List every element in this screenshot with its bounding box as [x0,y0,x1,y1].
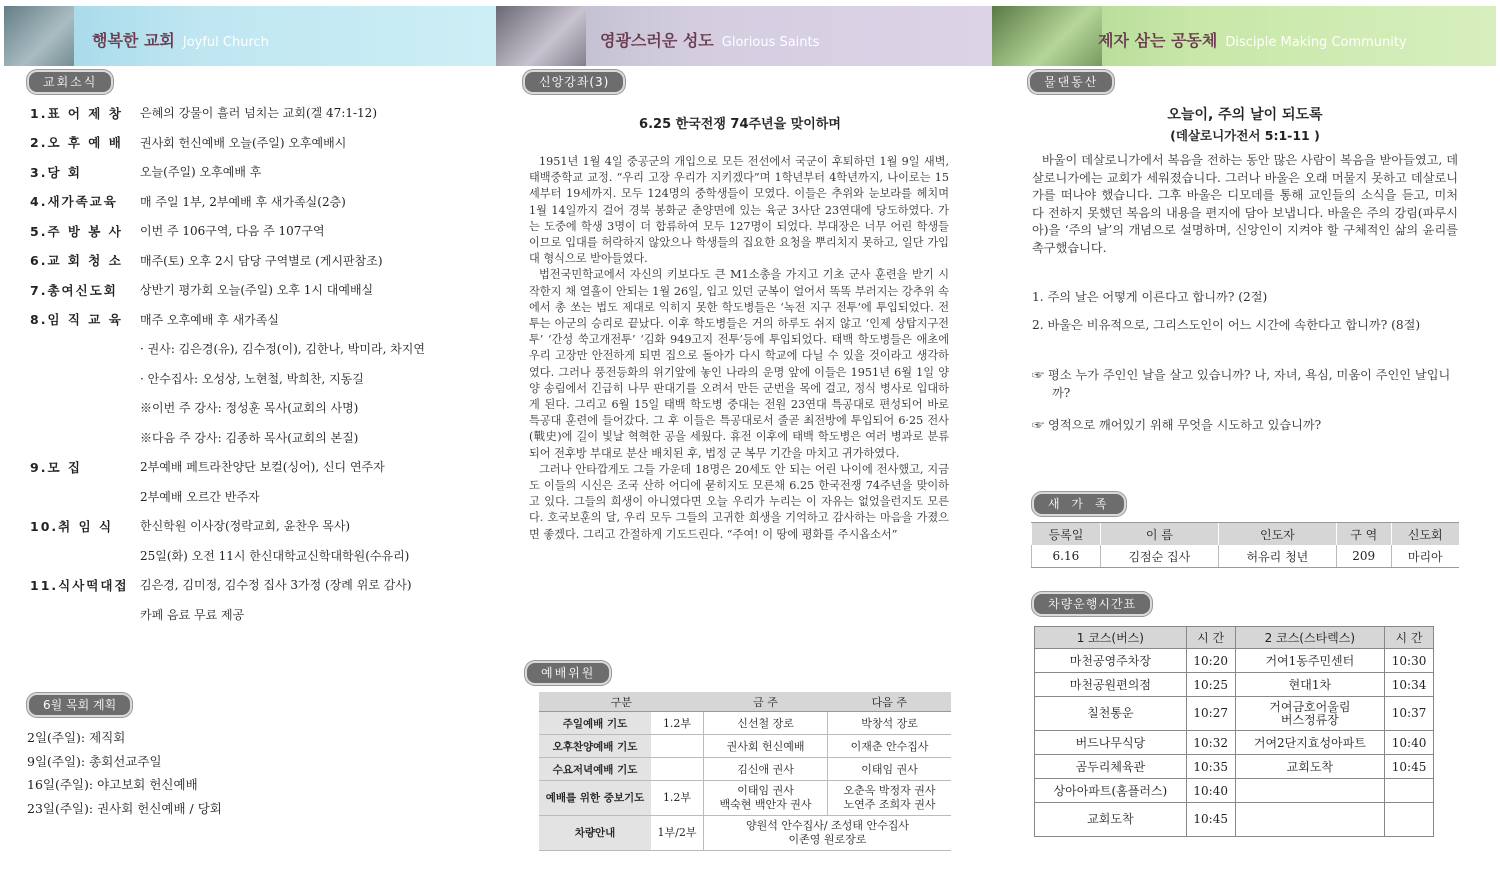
section-cell: 예배를 위한 중보기도 [539,781,651,816]
table-row [1035,731,1434,755]
table-cell: 10:34 [1385,673,1434,697]
table-cell: 거여2단지효성아파트 [1235,731,1384,755]
next-week-cell: 박창석 장로 [828,712,951,735]
table-cell: 10:30 [1385,649,1434,673]
this-week-cell: 양원석 안수집사/ 조성태 안수집사 이존영 원로장로 [704,816,952,851]
table-cell: 상아아파트(홈플러스) [1035,779,1187,803]
banner-subtitle: Disciple Making Community [1225,35,1407,50]
plan-item: 23일(주일): 권사회 헌신예배 / 당회 [27,800,222,816]
news-label: 9.모 집 [30,459,82,475]
part-cell [651,758,704,781]
table-row [1035,779,1434,803]
section-cell: 오후찬양예배 기도 [539,735,651,758]
table-cell: 현대1차 [1235,673,1384,697]
bus-schedule-table [1034,626,1434,837]
table-header: 신도회 [1391,523,1459,546]
news-label: 10.취 임 식 [30,518,114,534]
table-cell: 거여금호어울림 버스정류장 [1235,697,1384,731]
banner-photo [496,6,586,66]
news-text: 매 주일 1부, 2부예배 후 새가족실(2층) [140,194,346,209]
news-text: 이번 주 106구역, 다음 주 107구역 [140,224,325,239]
church-news-list [30,98,470,629]
table-cell: 마천공영주차장 [1035,649,1187,673]
banner-photo [992,6,1102,66]
table-row [539,816,951,851]
devotion-title: 오늘이, 주의 날이 되도록 [1167,107,1323,123]
june-plan-pill: 6월 목회 계획 [27,693,132,717]
table-cell: 209 [1336,545,1391,568]
table-cell: 교회도착 [1235,755,1384,779]
news-item [30,334,470,364]
table-row [539,758,951,781]
table-header: 이 름 [1100,523,1218,546]
news-text: · 권사: 김은경(유), 김수정(이), 김한나, 박미라, 차지연 [140,342,425,357]
news-item [30,570,470,600]
plan-item: 2일(주일): 제직회 [27,730,126,745]
table-cell: 버드나무식당 [1035,731,1187,755]
this-week-cell: 신선철 장로 [704,712,828,735]
table-row [1035,697,1434,731]
table-cell: 10:20 [1186,649,1235,673]
banner-title: 영광스러운 성도 Glorious Saints [600,31,820,50]
section-cell: 차량안내 [539,816,651,851]
news-text: 매주(토) 오후 2시 담당 구역별로 (게시판참조) [140,253,383,268]
table-cell: 곰두리체육관 [1035,755,1187,779]
news-text: ※이번 주 강사: 정성훈 목사(교회의 사명) [140,401,359,416]
news-text: 25일(화) 오전 11시 한신대학교신학대학원(수유리) [140,548,410,563]
news-item [30,187,470,217]
news-item [30,98,470,128]
reflection-2: ☞ 영적으로 깨어있기 위해 무엇을 시도하고 있습니까? [1032,418,1322,432]
news-item [30,128,470,158]
table-cell: 교회도착 [1035,803,1187,837]
table-cell: 10:32 [1186,731,1235,755]
table-cell [1235,779,1384,803]
table-cell [1235,803,1384,837]
table-row [1035,649,1434,673]
table-header: 등록일 [1032,523,1101,546]
banner-subtitle: Glorious Saints [721,35,820,50]
next-week-cell: 이태임 권사 [828,758,951,781]
table-row [1035,803,1434,837]
news-label: 3.당 회 [30,164,82,180]
table-cell: 10:27 [1186,697,1235,731]
table-cell: 6.16 [1032,545,1101,568]
plan-item: 9일(주일): 총회선교주일 [27,753,162,769]
table-cell: 마천공원편의점 [1035,673,1187,697]
table-header: 구분 [539,692,704,712]
table-header: 1 코스(버스) [1035,627,1187,649]
table-row [1035,755,1434,779]
news-label: 5.주 방 봉 사 [30,223,123,239]
banner-photo [4,6,74,66]
table-row [539,735,951,758]
table-header: 시 간 [1186,627,1235,649]
table-header: 금 주 [704,692,828,712]
news-text: 2부예배 페트라찬양단 보컬(싱어), 신디 연주자 [140,460,385,475]
news-item [30,246,470,276]
bus-schedule-pill: 차량운행시간표 [1032,592,1152,616]
table-cell: 10:25 [1186,673,1235,697]
news-label: 2.오 후 예 배 [30,135,123,151]
news-item [30,511,470,541]
news-text: 은혜의 강물이 흘러 넘치는 교회(겔 47:1-12) [140,106,377,121]
table-header: 다음 주 [828,692,951,712]
table-cell: 칠천통운 [1035,697,1187,731]
table-row [539,712,951,735]
next-week-cell: 오춘옥 박정자 권사 노연주 조희자 권사 [828,781,951,816]
table-header: 2 코스(스타렉스) [1235,627,1384,649]
table-cell: 마리아 [1391,545,1459,568]
news-text: 김은경, 김미정, 김수정 집사 3가정 (장례 위로 감사) [140,578,412,593]
news-label: 8.임 직 교 육 [30,312,123,328]
news-text: · 안수집사: 오성상, 노현철, 박희찬, 지동길 [140,371,364,386]
banner-disciple-community [992,6,1496,66]
devotion-body [1032,152,1458,257]
news-text: 2부예배 오르간 반주자 [140,489,260,504]
lecture-body [529,154,949,543]
news-item [30,423,470,453]
devotion-reference: (데살로니가전서 5:1-11 ) [1170,128,1320,143]
table-cell: 허유리 청년 [1218,545,1336,568]
part-cell: 1부/2부 [651,816,704,851]
newcomer-pill: 새 가 족 [1032,492,1126,516]
news-label: 4.새가족교육 [30,194,118,210]
banner-subtitle: Joyful Church [182,35,269,50]
lecture-title: 6.25 한국전쟁 74주년을 맞이하며 [639,117,841,132]
news-item [30,157,470,187]
table-cell: 10:40 [1385,731,1434,755]
table-cell: 10:37 [1385,697,1434,731]
news-label: 1.표 어 제 창 [30,105,123,121]
news-text: 카페 음료 무료 제공 [140,607,245,622]
banner-joyful-church [4,6,496,66]
table-row [1032,545,1460,568]
news-item [30,275,470,305]
table-row [539,781,951,816]
table-header: 인도자 [1218,523,1336,546]
this-week-cell: 김신애 권사 [704,758,828,781]
table-header: 구 역 [1336,523,1391,546]
watered-garden-pill: 물댄동산 [1028,70,1114,94]
table-cell: 10:35 [1186,755,1235,779]
news-item [30,541,470,571]
lecture-paragraph: 1951년 1월 4일 중공군의 개입으로 모든 전선에서 국군이 후퇴하던 1월 9일 새벽, 태백중학교 교정. “우리 고장 우리가 지키겠다”며 1학년부터 4학년까지, 나이로는 15세부터 19세까지. 모두 124명의 중학생들이 모였다. 이들은 추위와 눈보라를 헤치며 1월 14일까지 걸어 경북 봉화군 춘양면에 있는 육군 3사단 23연대에 당도하였다. 가는 도중에 학생 3명이 더 합류하여 모두 127명이 되었다. 부대장은 너무 어린 학생들이므로 입대를 허락하지 않았으나 학생들의 집요한 요청을 뿌리치지 못하고, 일단 가입대 형식으로 받아들였다. [529,155,949,266]
section-cell: 주일예배 기도 [539,712,651,735]
table-cell: 김점순 집사 [1100,545,1218,568]
next-week-cell: 이재춘 안수집사 [828,735,951,758]
news-label: 11.식사떡대접 [30,577,129,593]
news-text: 매주 오후예배 후 새가족실 [140,312,279,327]
reflection-1: ☞ 평소 누가 주인인 날을 살고 있습니까? 나, 자녀, 욕심, 미움이 주인인 날입니까? [1032,368,1451,400]
worship-committee-pill: 예배위원 [525,661,611,685]
news-item [30,393,470,423]
table-cell: 10:45 [1385,755,1434,779]
news-text: ※다음 주 강사: 김종하 목사(교회의 본질) [140,430,359,445]
this-week-cell: 이태임 권사 백숙현 백안자 권사 [704,781,828,816]
news-item [30,364,470,394]
table-row [1035,673,1434,697]
table-cell: 10:40 [1186,779,1235,803]
part-cell: 1.2부 [651,712,704,735]
lecture-paragraph: 법전국민학교에서 자신의 키보다도 큰 M1소총을 가지고 기초 군사 훈련을 받기 시작한지 채 열흘이 안되는 1월 26일, 입고 있던 군복이 얼어서 똑똑 부러지는 강추위 속에서 총 쏘는 법도 제대로 익히지 못한 학도병들은 ‘녹전 지구 전투’에 투입되었다. 전투는 아군의 승리로 끝났다. 이후 학도병들은 거의 하루도 쉬지 않고 ‘인제 상탑지구전투’ ‘간성 쑥고개전투’ ‘김화 949고지 전투’등에 투입되었다. 태백 학도병들은 애초에 우리 고장만 안전하게 되면 집으로 돌아가 다시 학교에 다닐 수 있을 것이라고 생각하였다. 그러나 풍전등화의 위기앞에 놓인 나라의 운명 앞에 이들은 1951년 6월 1일 양양 송림에서 긴급히 나무 판대기를 오려서 만든 군번을 목에 걸고, 정식 병사로 입대하게 된다. 그리고 6월 15일 태백 학도병 중대는 전원 23연대 특공대로 편성되어 바로 특공대 훈련에 들어갔다. 그 후 이들은 특공대로서 줄곧 최전방에 투입되어 6·25 전사(戰史)에 길이 빛날 혁혁한 공을 세웠다. 휴전 이후에 태백 학도병은 여러 병과로 분류되어 전후방 부대로 분산 배치된 후, 법정 군 복무 기간을 마치고 귀가하였다. [529,268,949,460]
news-item [30,452,470,482]
news-text: 오늘(주일) 오후예배 후 [140,165,262,180]
lecture-paragraph: 그러나 안타깝게도 그들 가운데 18명은 20세도 안 되는 어린 나이에 전사했고, 지금도 이들의 시신은 조국 산하 어디에 묻히지도 모른채 6.25 한국전쟁 74주년을 맞이하고 있다. 그들의 희생이 아니였다면 오늘 우리가 누리는 이 자유는 없었을런지도 모른다. 호국보훈의 달, 우리 모두 그들의 고귀한 희생을 기억하고 감사하는 마음을 가졌으면 좋겠다. 그리고 간절하게 기도드린다. “주여! 이 땅에 평화를 주시옵소서” [529,462,949,541]
news-label: 7.총여신도회 [30,282,118,298]
news-text: 상반기 평가회 오늘(주일) 오후 1시 대예배실 [140,283,374,298]
news-label: 6.교 회 청 소 [30,253,123,269]
news-item [30,305,470,335]
news-item [30,600,470,630]
banner-title: 제자 삼는 공동체 Disciple Making Community [1098,31,1407,50]
question-1: 1. 주의 날은 어떻게 이른다고 합니까? (2절) [1032,290,1268,304]
church-news-pill: 교회소식 [27,70,113,94]
section-cell: 수요저녁예배 기도 [539,758,651,781]
table-cell [1385,803,1434,837]
table-cell: 10:45 [1186,803,1235,837]
faith-lecture-pill: 신앙강좌(3) [523,70,625,94]
news-item [30,482,470,512]
banner-glorious-saints [496,6,992,66]
devotion-paragraph: 바울이 데살로니가에서 복음을 전하는 동안 많은 사람이 복음을 받아들였고, 데살로니가에는 교회가 세워졌습니다. 그러나 바울은 오래 머물지 못하고 데살로니가를 떠나야 했습니다. 그후 바울은 디모데를 통해 교인들의 소식을 듣고, 미처 다 전하지 못했던 복음의 내용을 편지에 담아 보냅니다. 바울은 주의 강림(파루시아)을 ‘주의 날’의 개념으로 설명하며, 신앙인이 지켜야 할 구체적인 삶의 윤리를 촉구했습니다. [1032,153,1458,255]
part-cell [651,735,704,758]
table-header: 시 간 [1385,627,1434,649]
banner-title: 행복한 교회 Joyful Church [92,31,269,50]
worship-committee-table [539,692,951,851]
news-text: 권사회 헌신예배 오늘(주일) 오후예배시 [140,135,347,150]
news-text: 한신학원 이사장(정락교회, 윤찬우 목사) [140,519,351,534]
table-cell [1385,779,1434,803]
newcomer-table [1031,522,1459,568]
news-item [30,216,470,246]
question-2: 2. 바울은 비유적으로, 그리스도인이 어느 시간에 속한다고 합니까? (8절) [1032,318,1421,332]
table-cell: 거여1동주민센터 [1235,649,1384,673]
this-week-cell: 권사회 헌신예배 [704,735,828,758]
june-plan-list [27,726,222,820]
part-cell: 1.2부 [651,781,704,816]
plan-item: 16일(주일): 야고보회 헌신예배 [27,777,198,792]
